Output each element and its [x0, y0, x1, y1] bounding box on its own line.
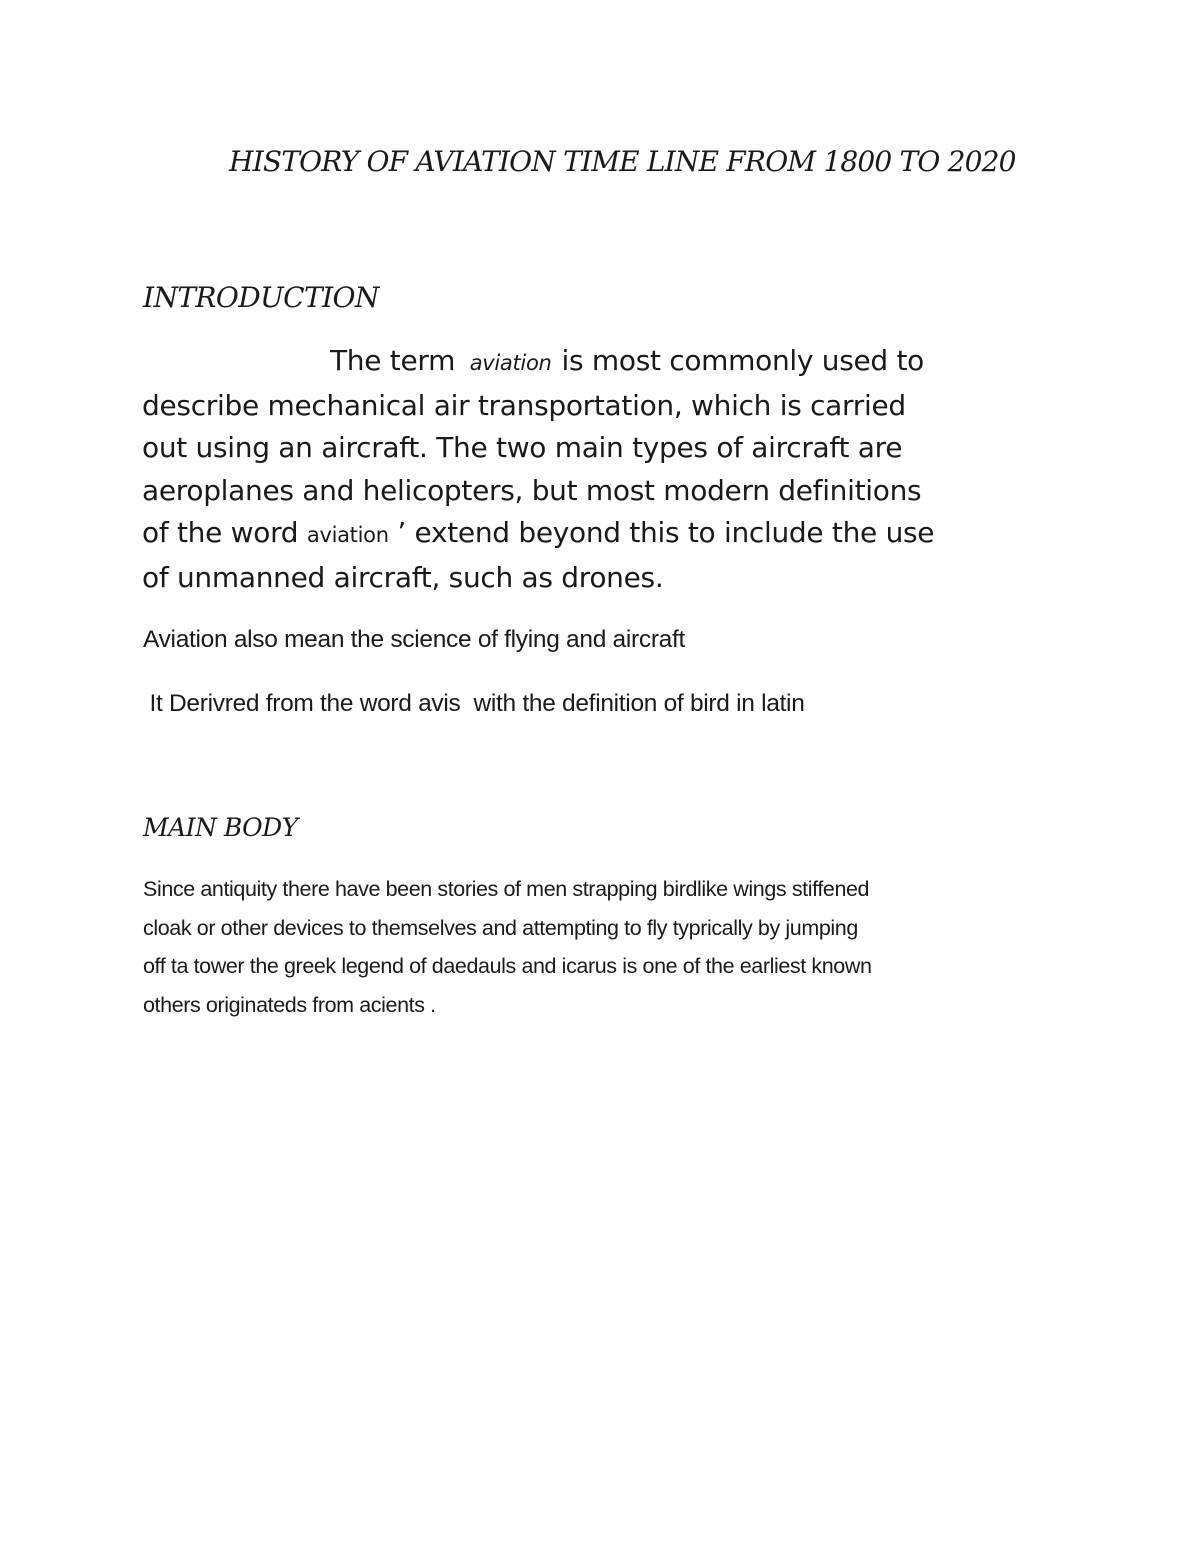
term-aviation-small: aviation [306, 523, 389, 548]
main-body-line-4: others originateds from acients . [143, 993, 436, 1018]
intro-line-1 [142, 340, 1142, 385]
term-aviation-italic: aviation [469, 351, 552, 375]
intro-line-3: out using an aircraft. The two main types of aircraft are [142, 431, 903, 465]
main-body-paragraph [143, 870, 1103, 1025]
intro-line-6: of unmanned aircraft, such as drones. [142, 560, 664, 594]
intro-line-1-start: The term [330, 344, 456, 377]
intro-line-4: aeroplanes and helicopters, but most modern definitions [142, 473, 922, 507]
intro-line-2: describe mechanical air transportation, which is carried [142, 388, 906, 422]
introduction-heading: INTRODUCTION [143, 281, 379, 314]
intro-line-1-end: is most commonly used to [561, 344, 925, 377]
derivation-line [143, 686, 805, 722]
document-title: HISTORY OF AVIATION TIME LINE FROM 1800 TO 2020 [229, 145, 1016, 178]
derivation-text: It Derivred from the word avis with the definition of bird in latin [149, 690, 805, 717]
main-body-heading: MAIN BODY [143, 813, 298, 842]
main-body-line-2: cloak or other devices to themselves and attempting to fly typrically by jumping [143, 915, 858, 940]
intro-line-5-start: of the word [142, 516, 299, 550]
introduction-paragraph [142, 340, 1142, 600]
intro-line-5-end: ’ extend beyond this to include the use [397, 516, 935, 550]
aviation-meaning-line: Aviation also mean the science of flying and aircraft [143, 626, 686, 653]
intro-line-5 [142, 512, 1142, 557]
main-body-line-3: off ta tower the greek legend of daedauls and icarus is one of the earliest known [143, 954, 872, 979]
main-body-line-1: Since antiquity there have been stories of men strapping birdlike wings stiffened [143, 877, 870, 901]
